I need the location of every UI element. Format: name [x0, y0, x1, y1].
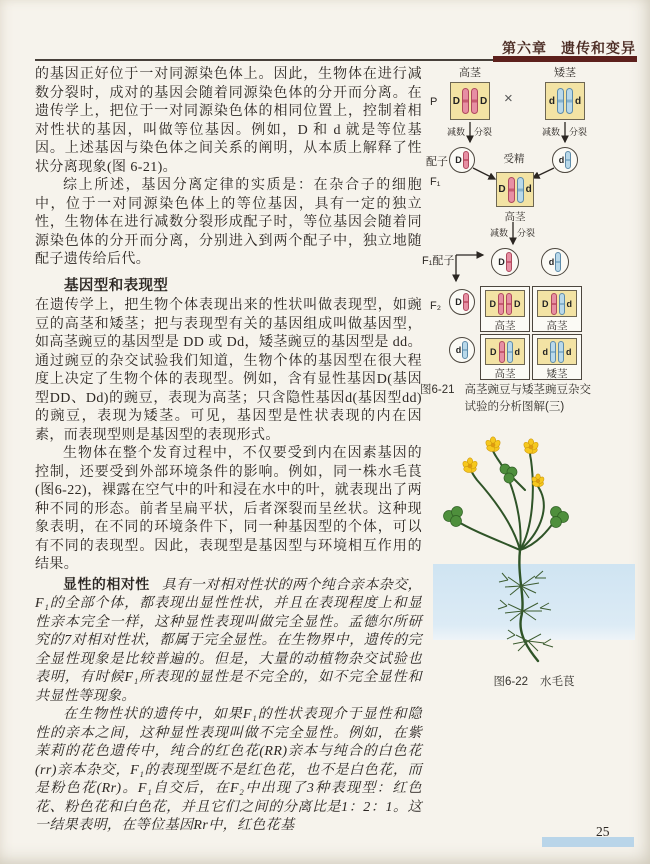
paragraph-genotype-phenotype: 在遗传学上，把生物个体表现出来的性状叫做表现型，如豌豆的高茎和矮茎；把与表现型有关的基因组成叫做基因型，如高茎豌豆的基因型是 DD 或 Dd，矮茎豌豆的基因型是 dd。通过豌豆的杂交试验我们知道，生物个体的基因型在很大程度上决定了生物个体的表现型。例如，含有显性基因D(基因型DD、Dd)的豌豆，表现为高茎；只含隐性基因d(基因型dd)的豌豆，表现为矮茎。可见，基因型是性状表现的内在因素，而表现型则是基因型的表现形式。	[35, 298, 422, 443]
chromosome-blue	[462, 341, 468, 359]
page-number-bar	[542, 837, 634, 847]
paragraph-incomplete-dominance: 在生物性状的遗传中，如果F₁的性状表现介于显性和隐性的亲本之间，这种显性表现叫做不完全显性。例如，在紫茉莉的花色遗传中，纯合的红色花(RR)亲本与纯合的白色花(rr)亲本杂交，F₁的表现型既不是红色花，也不是白色花，而是粉色花(Rr)。F₁自交后，在F₂中出现了3种表现型：红色花、粉色花和白色花，并且它们之间的分离比是1：2：1。这一结果表明，在等位基因Rr中，红色花基	[35, 707, 422, 833]
f2-cell-dd	[532, 334, 582, 380]
chromosome-pink	[463, 151, 469, 169]
p-tall-phenotype-label: 高茎	[459, 67, 481, 79]
chapter-title: 遗传和变异	[561, 40, 636, 56]
figure-number: 图6-22	[493, 676, 529, 688]
fertilization-label: 受精	[503, 153, 525, 165]
meiosis-word: 分裂	[569, 127, 588, 137]
chromosome-pink	[551, 293, 557, 315]
chromosome-pink	[462, 88, 469, 114]
p-short-chromosome-box	[545, 82, 585, 120]
allele-letter: D	[452, 95, 460, 107]
allele-letter: d	[514, 346, 520, 357]
caption-line-1: 高茎豌豆与矮茎豌豆杂交	[464, 384, 592, 396]
allele-letter: d	[525, 184, 532, 195]
meiosis-label-left	[447, 125, 492, 138]
allele-letter: d	[548, 257, 555, 267]
allele-letter: D	[542, 298, 549, 309]
f2-cell-chromosomes	[537, 290, 577, 317]
gamete-D-circle	[449, 147, 475, 173]
chromosome-pink	[506, 293, 512, 315]
meiosis-word: 分裂	[517, 228, 536, 238]
chromosome-pink	[471, 88, 478, 114]
f2-cell-phenotype: 矮茎	[546, 368, 568, 380]
chromosome-blue	[566, 88, 573, 114]
f2-left-gamete-D-circle	[449, 289, 475, 315]
chapter-number: 第六章	[502, 40, 547, 56]
chromosome-pink	[506, 252, 512, 272]
caption-line-2: 试验的分析图解(三)	[464, 401, 565, 413]
meiosis-word: 减数	[490, 228, 509, 238]
water-crowfoot-illustration	[425, 428, 643, 668]
f2-cell-phenotype: 高茎	[494, 368, 516, 380]
f2-cell-chromosomes	[485, 338, 525, 365]
meiosis-label-f1	[490, 226, 535, 239]
paragraph-segregation-law: 综上所述，基因分离定律的实质是：在杂合子的细胞中，位于一对同源染色体上的等位基因，具有一定的独立性，生物体在进行减数分裂形成配子时，等位基因会随着同源染色体的分开而分离，分别进入到两个配子中，独立地随配子遗传给后代。	[35, 178, 422, 267]
paragraph-allele-definition: 的基因正好位于一对同源染色体上。因此，生物体在进行减数分裂时，成对的基因会随着同源染色体的分开而分离。在遗传学上，把位于一对同源染色体的相同位置上，控制着相对性状的基因，叫做等位基因。例如，D 和 d 就是等位基因。上述基因与染色体之间关系的阐明，从本质上解释了性状分离现象(图 6-21)。	[35, 67, 422, 175]
f1-chromosome-box	[496, 172, 534, 207]
allele-letter: d	[455, 345, 462, 355]
row-label-f2: F₂	[430, 300, 441, 312]
p-tall-chromosome-box	[450, 82, 490, 120]
allele-letter: D	[490, 346, 497, 357]
relative-dominance-text: 具有一对相对性状的两个纯合亲本杂交，F₁的全部个体，都表现出显性性状，并且在表现程度上和显性亲本完全一样，这种显性表现叫做完全显性。孟德尔所研究的7对相对性状，都属于完全显性。在生物界中，遗传的完全显性现象是比较普遍的。但是，大量的动植物杂交试验也表明，有时候F₁所表现的显性是不完全的，如不完全显性和共显性等现象。	[35, 577, 422, 704]
gamete-d-circle	[552, 147, 578, 173]
row-label-p: P	[430, 96, 438, 108]
allele-letter: d	[542, 346, 548, 357]
figure-title: 水毛茛	[540, 676, 575, 688]
chromosome-blue	[557, 88, 564, 114]
figure-caption-text	[465, 382, 592, 416]
meiosis-word: 分裂	[474, 127, 493, 137]
f2-cell-chromosomes	[537, 338, 577, 365]
chromosome-blue	[559, 293, 565, 315]
p-short-phenotype-label: 矮茎	[554, 67, 576, 79]
chromosome-pink	[498, 293, 504, 315]
chromosome-pink	[463, 293, 469, 311]
chromosome-pink	[508, 177, 515, 203]
allele-letter: D	[498, 184, 506, 195]
figure-number: 图6-21	[420, 384, 455, 396]
section-heading-genotype-phenotype: 基因型和表现型	[64, 277, 169, 294]
figure-6-22-water-crowfoot	[425, 428, 643, 696]
allele-letter: D	[514, 298, 521, 309]
chromosome-blue	[550, 341, 556, 363]
inline-heading-relative-dominance: 显性的相对性	[63, 575, 150, 592]
row-label-f1: F₁	[430, 176, 441, 188]
allele-letter: D	[455, 155, 462, 165]
chromosome-blue	[558, 341, 564, 363]
f2-cell-chromosomes	[485, 290, 525, 317]
allele-letter: D	[498, 257, 505, 267]
figure-6-21-caption	[420, 382, 591, 416]
chromosome-blue	[507, 341, 513, 363]
allele-letter: D	[455, 297, 462, 307]
main-text-column	[35, 66, 422, 836]
chromosome-blue	[517, 177, 524, 203]
f2-cell-DD	[480, 286, 530, 332]
chromosome-pink	[499, 341, 505, 363]
figure-6-21-cross-diagram	[418, 60, 648, 412]
allele-letter: d	[575, 95, 582, 107]
cross-sign: ×	[504, 90, 513, 107]
chromosome-blue	[565, 151, 571, 169]
chapter-header	[502, 38, 636, 58]
f2-cell-Dd-top	[532, 286, 582, 332]
meiosis-word: 减数	[447, 127, 466, 137]
allele-letter: d	[566, 346, 572, 357]
f2-cell-Dd-bottom	[480, 334, 530, 380]
paragraph-relative-dominance	[35, 575, 422, 707]
allele-letter: d	[566, 298, 572, 309]
row-label-gametes: 配子	[426, 156, 448, 168]
meiosis-label-right	[542, 125, 587, 138]
page-number: 25	[596, 824, 610, 839]
meiosis-word: 减数	[542, 127, 561, 137]
allele-letter: d	[548, 95, 555, 107]
f2-left-gamete-d-circle	[449, 337, 475, 363]
allele-letter: D	[480, 95, 488, 107]
figure-6-22-caption	[425, 673, 643, 689]
f2-cell-phenotype: 高茎	[546, 320, 568, 332]
allele-letter: D	[489, 298, 496, 309]
water-surface	[433, 564, 635, 640]
allele-letter: d	[558, 155, 565, 165]
f1-gamete-D-circle	[491, 248, 519, 276]
f1-phenotype-label: 高茎	[504, 211, 526, 223]
row-label-f1-gametes: F₁配子	[422, 255, 455, 267]
f2-cell-phenotype: 高茎	[494, 320, 516, 332]
paragraph-environment-effect: 生物体在整个发育过程中，不仅要受到内在因素基因的控制，还要受到外部环境条件的影响。例如，同一株水毛茛(图6-22)，裸露在空气中的叶和浸在水中的叶，就表现出了两种不同的形态。前者呈扁平状，后者深裂而呈丝状。这种现象表明，在不同的环境条件下，同一种基因型的个体，可以有不同的表现型。因此，表现型是基因型与环境相互作用的结果。	[35, 446, 422, 572]
chromosome-blue	[555, 252, 561, 272]
f1-gamete-d-circle	[541, 248, 569, 276]
